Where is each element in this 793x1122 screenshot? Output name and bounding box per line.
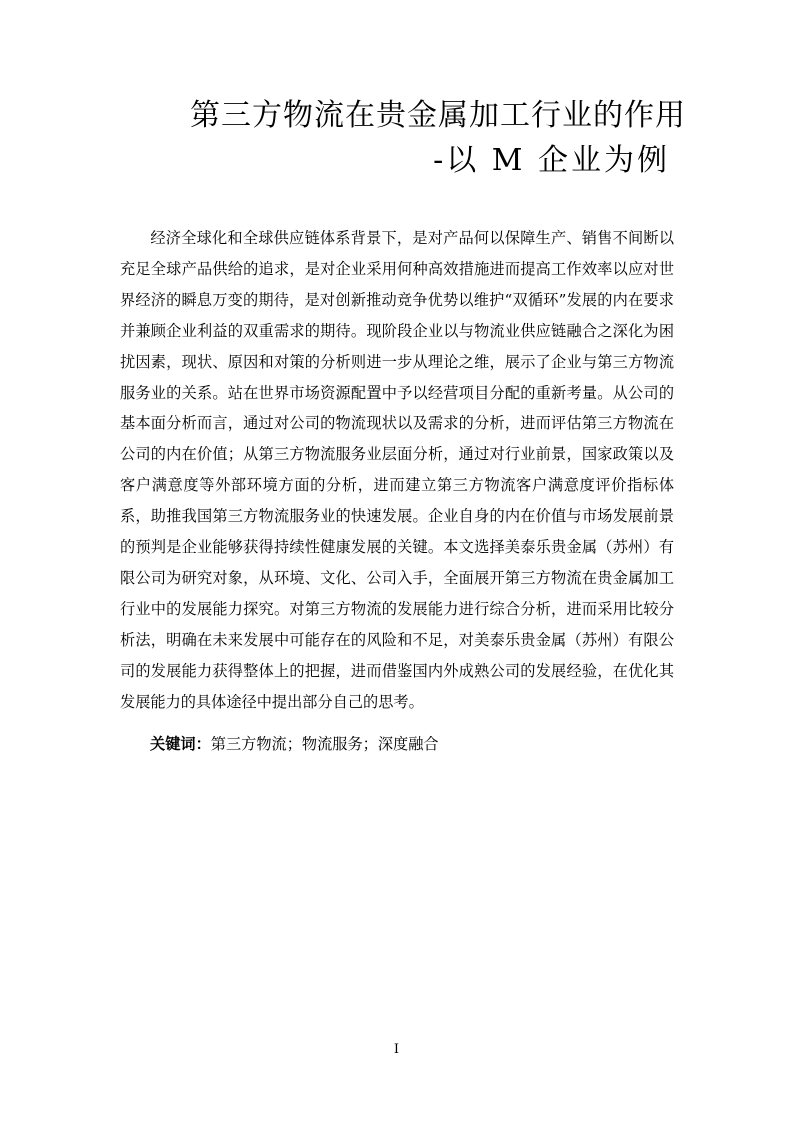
page-number: I [393,1042,400,1057]
paper-subtitle: -以 M 企业为例 [433,143,670,178]
paper-title: 第三方物流在贵金属加工行业的作用 [190,98,686,133]
title-block [0,96,793,186]
keywords-label: 关键词： [150,735,211,753]
keywords-value: 第三方物流；物流服务；深度融合 [210,735,439,753]
keywords-line [150,729,674,759]
abstract-paragraph: 经济全球化和全球供应链体系背景下，是对产品何以保障生产、销售不间断以充足全球产品供给的追求，是对企业采用何种高效措施进而提高工作效率以应对世界经济的瞬息万变的期待，是对创新推动竞争优势以维护“双循环”发展的内在要求并兼顾企业利益的双重需求的期待。现阶段企业以与物流业供应链融合之深化为困扰因素，现状、原因和对策的分析则进一步从理论之维，展示了企业与第三方物流服务业的关系。站在世界市场资源配置中予以经营项目分配的重新考量。从公司的基本面分析而言，通过对公司的物流现状以及需求的分析，进而评估第三方物流在公司的内在价值；从第三方物流服务业层面分析，通过对行业前景，国家政策以及客户满意度等外部环境方面的分析，进而建立第三方物流客户满意度评价指标体系，助推我国第三方物流服务业的快速发展。企业自身的内在价值与市场发展前景的预判是企业能够获得持续性健康发展的关键。本文选择美泰乐贵金属（苏州）有限公司为研究对象，从环境、文化、公司入手，全面展开第三方物流在贵金属加工行业中的发展能力探究。对第三方物流的发展能力进行综合分析，进而采用比较分析法，明确在未来发展中可能存在的风险和不足，对美泰乐贵金属（苏州）有限公司的发展能力获得整体上的把握，进而借鉴国内外成熟公司的发展经验，在优化其发展能力的具体途径中提出部分自己的思考。 [120,229,674,711]
